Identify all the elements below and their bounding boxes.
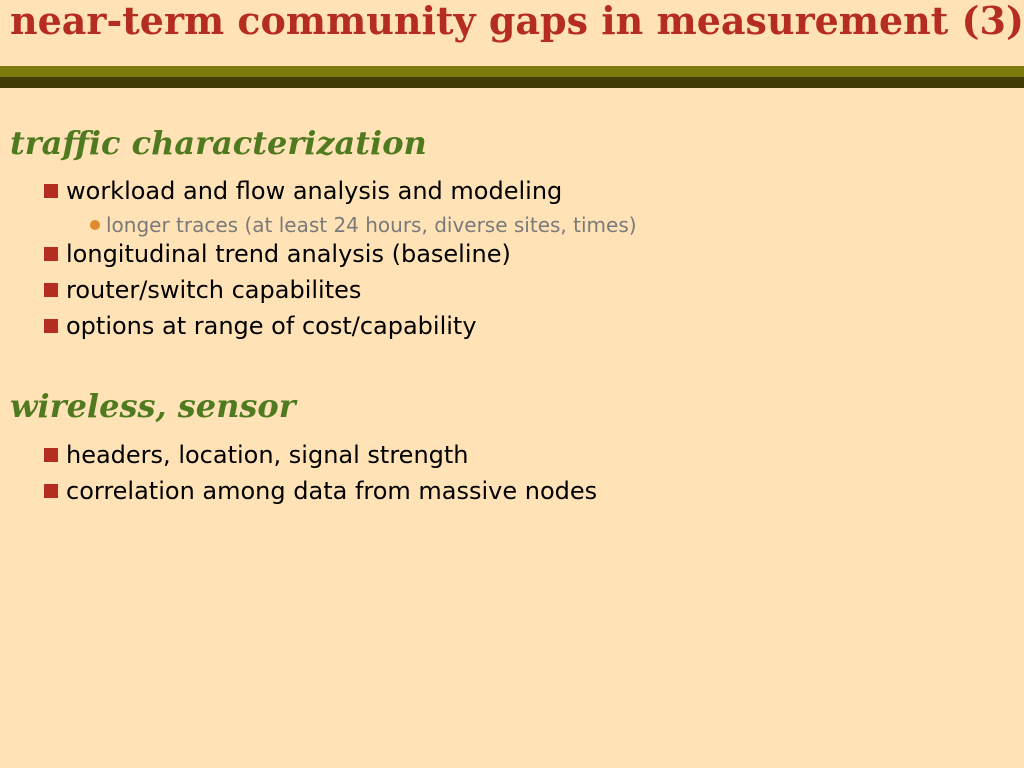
slide-title: near-term community gaps in measurement (3) xyxy=(10,0,1024,43)
bullet-text: longitudinal trend analysis (baseline) xyxy=(66,240,511,268)
title-rule-top xyxy=(0,66,1024,77)
sub-bullet-item xyxy=(90,213,637,237)
sub-bullet-text: longer traces (at least 24 hours, diverse sites, times) xyxy=(106,213,637,237)
square-bullet-icon xyxy=(44,283,58,297)
bullet-item xyxy=(44,176,562,206)
square-bullet-icon xyxy=(44,319,58,333)
title-rule-bottom xyxy=(0,77,1024,88)
section-heading-wireless: wireless, sensor xyxy=(10,387,296,425)
bullet-text: headers, location, signal strength xyxy=(66,441,469,469)
bullet-text: options at range of cost/capability xyxy=(66,312,477,340)
bullet-text: workload and flow analysis and modeling xyxy=(66,177,563,205)
bullet-item xyxy=(44,311,477,341)
square-bullet-icon xyxy=(44,484,58,498)
square-bullet-icon xyxy=(44,184,58,198)
bullet-item xyxy=(44,476,597,506)
bullet-item xyxy=(44,440,469,470)
section-heading-traffic: traffic characterization xyxy=(10,124,427,162)
square-bullet-icon xyxy=(44,247,58,261)
round-bullet-icon xyxy=(90,220,100,230)
square-bullet-icon xyxy=(44,448,58,462)
bullet-item xyxy=(44,275,361,305)
bullet-text: correlation among data from massive nodes xyxy=(66,477,598,505)
bullet-text: router/switch capabilites xyxy=(66,276,362,304)
bullet-item xyxy=(44,239,511,269)
